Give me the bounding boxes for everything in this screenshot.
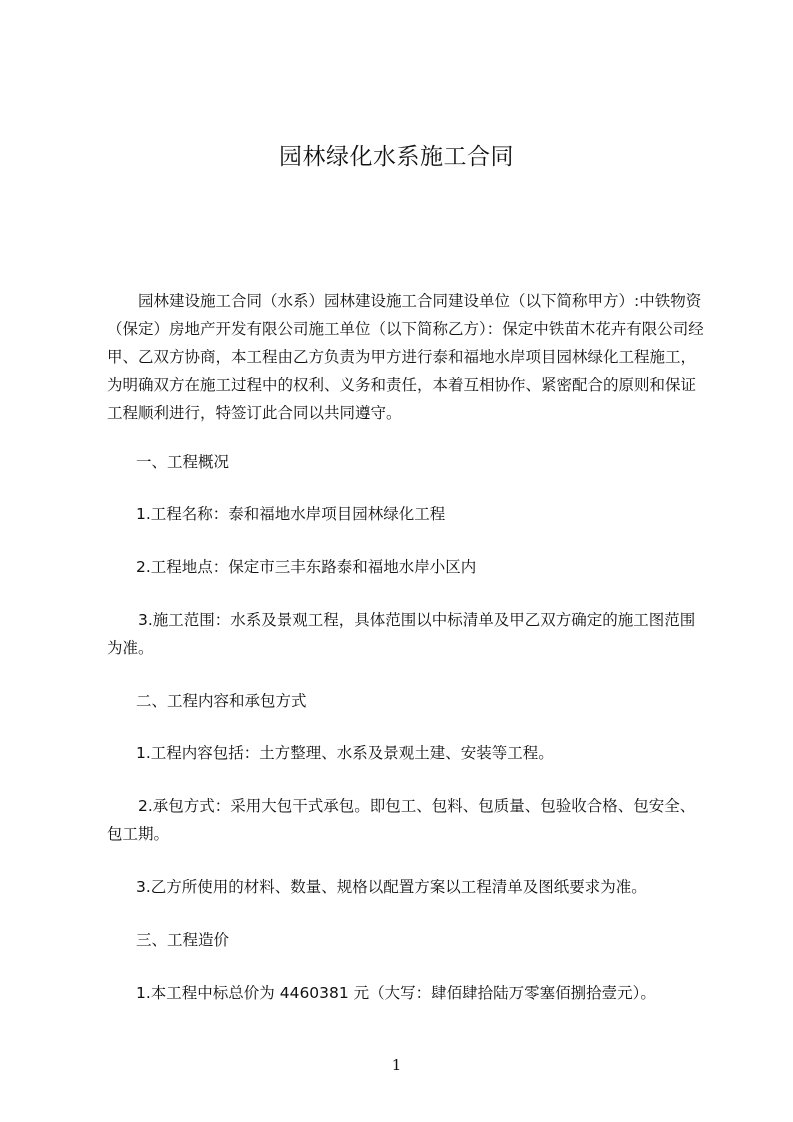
section-1-item-3: 3.施工范围：水系及景观工程，具体范围以中标清单及甲乙双方确定的施工图范围为准。 — [107, 611, 696, 657]
section-1-item-1: 1.工程名称：泰和福地水岸项目园林绿化工程 — [136, 505, 446, 523]
section-2-heading: 二、工程内容和承包方式 — [136, 692, 307, 710]
section-3-heading: 三、工程造价 — [136, 931, 230, 949]
section-2-item-3: 3.乙方所使用的材料、数量、规格以配置方案以工程清单及图纸要求为准。 — [136, 878, 647, 896]
section-3-item-1: 1.本工程中标总价为 4460381 元（大写：肆佰肆拾陆万零塞佰捌拾壹元）。 — [136, 984, 656, 1002]
section-2-item-2: 2.承包方式：采用大包干式承包。即包工、包料、包质量、包验收合格、包安全、包工期。 — [107, 797, 696, 843]
section-1-item-2: 2.工程地点：保定市三丰东路泰和福地水岸小区内 — [136, 558, 477, 576]
page-number: 1 — [391, 1056, 402, 1074]
section-2-item-1: 1.工程内容包括：土方整理、水系及景观土建、安装等工程。 — [136, 744, 554, 762]
intro-paragraph: 园林建设施工合同（水系）园林建设施工合同建设单位（以下简称甲方）:中铁物资（保定）房地产开发有限公司施工单位（以下简称乙方）：保定中铁苗木花卉有限公司经甲、乙双方协商，本工程由乙方负责为甲方进行泰和福地水岸项目园林绿化工程施工，为明确双方在施工过程中的权利、义务和责任，本着互相协作、紧密配合的原则和保证工程顺利进行，特签订此合同以共同遵守。 — [107, 292, 704, 422]
document-title: 园林绿化水系施工合同 — [279, 144, 514, 170]
section-1-heading: 一、工程概况 — [136, 453, 230, 471]
